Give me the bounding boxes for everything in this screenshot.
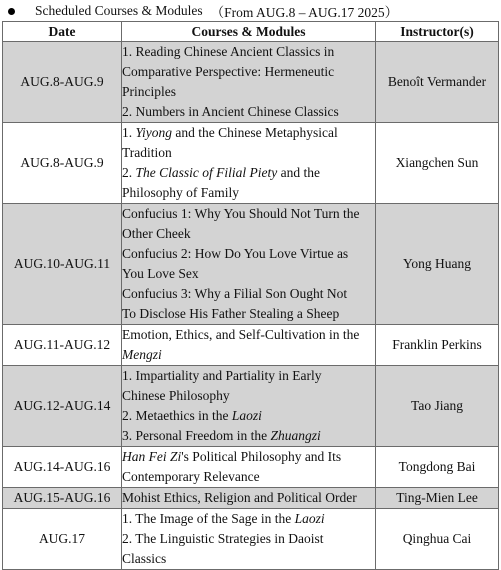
date-cell: AUG.8-AUG.9 (3, 123, 122, 204)
course-text: Tradition (122, 145, 172, 160)
date-cell: AUG.8-AUG.9 (3, 42, 122, 123)
course-line (122, 345, 375, 365)
course-text: 1. The Image of the Sage in the (122, 511, 295, 526)
course-text: Confucius 1: Why You Should Not Turn the (122, 206, 360, 221)
table-row (3, 488, 499, 509)
course-line (122, 529, 375, 549)
course-text: You Love Sex (122, 266, 199, 281)
course-text: Chinese Philosophy (122, 388, 230, 403)
italic-title-text: Zhuangzi (270, 428, 321, 443)
heading-date-range: （From AUG.8 – AUG.17 2025） (210, 5, 399, 20)
course-text: Philosophy of Family (122, 185, 240, 200)
table-row (3, 509, 499, 570)
course-text: and the Chinese Metaphysical (172, 125, 338, 140)
course-text: Principles (122, 84, 176, 99)
course-text: 2. (122, 165, 136, 180)
heading-title: Scheduled Courses & Modules (35, 3, 203, 18)
header-row (3, 22, 499, 42)
course-line (122, 509, 375, 529)
instructor-cell: Ting-Mien Lee (376, 488, 499, 509)
course-text: Confucius 2: How Do You Love Virtue as (122, 246, 349, 261)
course-text: Comparative Perspective: Hermeneutic (122, 64, 335, 79)
table-row (3, 42, 499, 123)
date-cell: AUG.12-AUG.14 (3, 366, 122, 447)
instructor-cell: Benoît Vermander (376, 42, 499, 123)
course-text: 1. (122, 125, 136, 140)
course-cell (122, 447, 376, 488)
course-line (122, 447, 375, 467)
course-text: Mohist Ethics, Religion and Political Order (122, 490, 357, 505)
table-row (3, 204, 499, 325)
course-cell (122, 325, 376, 366)
course-line (122, 62, 375, 82)
italic-title-text: Mengzi (122, 347, 162, 362)
date-cell: AUG.17 (3, 509, 122, 570)
course-text: Other Cheek (122, 226, 191, 241)
instructor-cell: Tongdong Bai (376, 447, 499, 488)
course-text: Emotion, Ethics, and Self-Cultivation in the (122, 327, 360, 342)
course-text: 1. Impartiality and Partiality in Early (122, 368, 322, 383)
table-row (3, 123, 499, 204)
course-line (122, 488, 375, 508)
course-line (122, 224, 375, 244)
course-line (122, 304, 375, 324)
course-text: Classics (122, 551, 167, 566)
course-cell (122, 509, 376, 570)
italic-title-text: Han Fei Zi (122, 449, 182, 464)
italic-title-text: Yiyong (135, 125, 172, 140)
course-line (122, 244, 375, 264)
course-text: 's Political Philosophy and Its (181, 449, 342, 464)
course-cell (122, 366, 376, 447)
course-line (122, 366, 375, 386)
course-line (122, 264, 375, 284)
column-header-date: Date (3, 22, 122, 42)
course-line (122, 163, 375, 183)
schedule-body (3, 42, 499, 570)
course-cell (122, 42, 376, 123)
course-text: Confucius 3: Why a Filial Son Ought Not (122, 286, 348, 301)
schedule-heading (8, 2, 398, 20)
course-text: 2. Metaethics in the (122, 408, 232, 423)
course-line (122, 406, 375, 426)
course-text: To Disclose His Father Stealing a Sheep (122, 306, 340, 321)
course-line (122, 325, 375, 345)
course-text: 2. The Linguistic Strategies in Daoist (122, 531, 324, 546)
table-row (3, 447, 499, 488)
table-row (3, 366, 499, 447)
course-line (122, 467, 375, 487)
course-line (122, 183, 375, 203)
course-line (122, 204, 375, 224)
column-header-courses: Courses & Modules (122, 22, 376, 42)
course-line (122, 82, 375, 102)
date-cell: AUG.11-AUG.12 (3, 325, 122, 366)
course-line (122, 549, 375, 569)
instructor-cell: Yong Huang (376, 204, 499, 325)
instructor-cell: Xiangchen Sun (376, 123, 499, 204)
course-text: 3. Personal Freedom in the (122, 428, 271, 443)
course-line (122, 426, 375, 446)
schedule-table (2, 21, 499, 570)
instructor-cell: Qinghua Cai (376, 509, 499, 570)
table-row (3, 325, 499, 366)
course-line (122, 102, 375, 122)
course-line (122, 143, 375, 163)
course-line (122, 284, 375, 304)
course-text: and the (277, 165, 320, 180)
course-line (122, 386, 375, 406)
course-cell (122, 488, 376, 509)
course-line (122, 123, 375, 143)
italic-title-text: The Classic of Filial Piety (135, 165, 278, 180)
italic-title-text: Laozi (294, 511, 325, 526)
date-cell: AUG.15-AUG.16 (3, 488, 122, 509)
course-line (122, 42, 375, 62)
bullet-icon (8, 8, 15, 15)
course-text: 1. Reading Chinese Ancient Classics in (122, 44, 335, 59)
course-text: 2. Numbers in Ancient Chinese Classics (122, 104, 339, 119)
course-cell (122, 123, 376, 204)
course-cell (122, 204, 376, 325)
instructor-cell: Tao Jiang (376, 366, 499, 447)
italic-title-text: Laozi (231, 408, 262, 423)
instructor-cell: Franklin Perkins (376, 325, 499, 366)
date-cell: AUG.10-AUG.11 (3, 204, 122, 325)
column-header-instructor: Instructor(s) (376, 22, 499, 42)
date-cell: AUG.14-AUG.16 (3, 447, 122, 488)
course-text: Contemporary Relevance (122, 469, 260, 484)
